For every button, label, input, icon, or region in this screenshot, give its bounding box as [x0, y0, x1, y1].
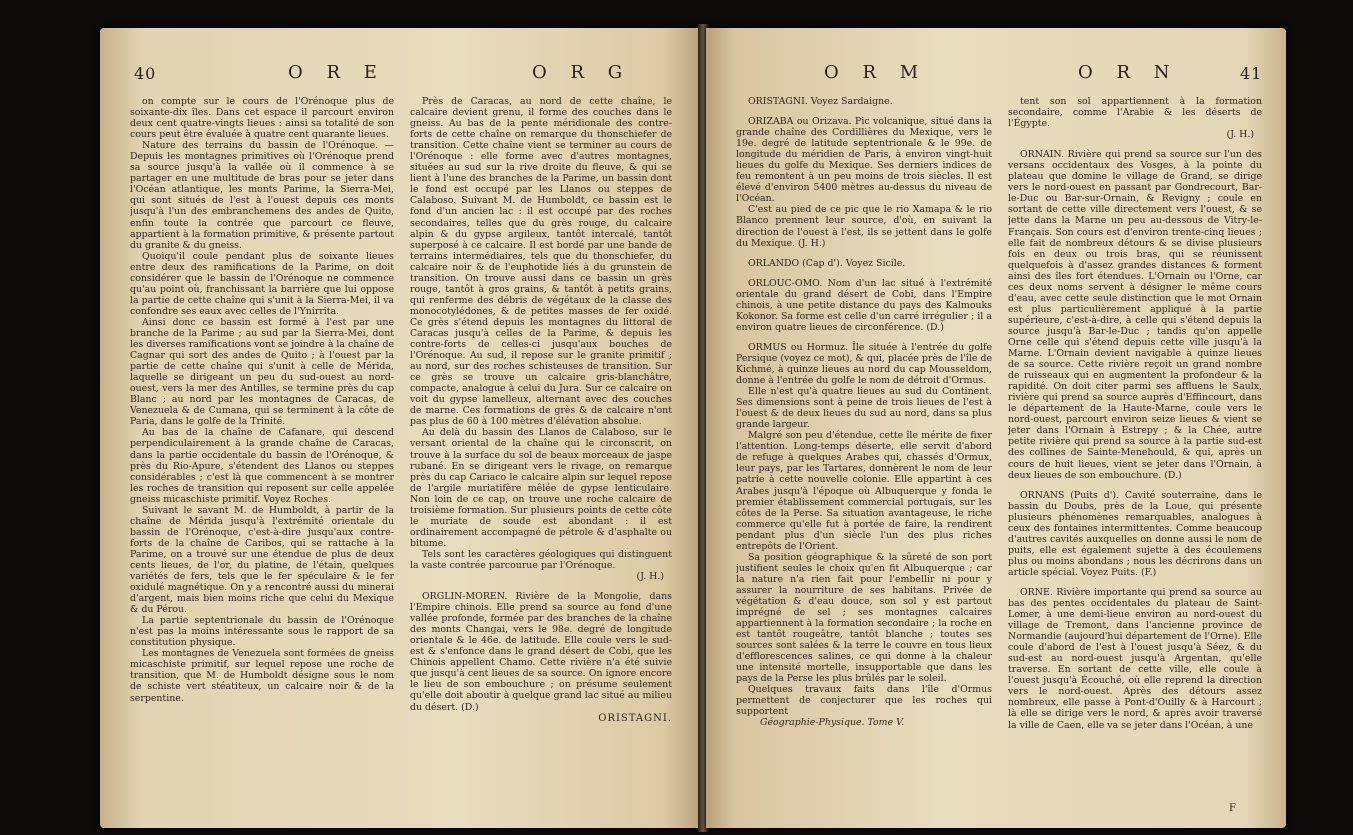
left-column-1	[130, 96, 394, 811]
paragraph: Malgré son peu d'étendue, cette île mérite de fixer l'attention. Long-temps déserte, elle servit d'abord de refuge à quelques Arabes qui, chassés d'Ormux, leur pays, par les Tartares, donnèrent le nom de leur patrie à cette nouvelle colonie. Elle appartint à ces Arabes jusqu'à l'époque où Albuquerque y fonda le premier établissement commercial portugais, sur les côtes de la Perse. Sa situation avantageuse, le riche commerce qu'elle fut à portée de faire, la rendirent pendant plus d'un siècle l'un des plus riches entrepôts de l'Orient.	[736, 430, 992, 552]
page-number-left: 40	[134, 64, 157, 83]
paragraph: ORIZABA ou Orizava. Pic volcanique, situé dans la grande chaîne des Cordillières du Mexique, vers le 19e. degré de latitude septentrionale & le 99e. de longitude du méridien de Paris, à environ vingt-huit lieues du golfe du Mexique. Ses derniers indices de feu remontent à un peu moins de trois siècles. Il est élevé d'environ 5400 mètres au-dessus du niveau de l'Océan.	[736, 116, 992, 205]
paragraph: ORNANS (Puits d'). Cavité souterraine, dans le bassin du Doubs, près de la Loue, qui présente plusieurs phénomènes remarquables, analogues à ceux des fontaines intermittentes. Comme beaucoup d'autres cavités auxquelles on donne aussi le nom de puits, elle est également sujette à des écoulemens plus ou moins abondans ; nous les décrirons dans un article spécial. Voyez Puits. (F.)	[1008, 489, 1262, 578]
paragraph: Nature des terrains du bassin de l'Orénoque. — Depuis les montagnes primitives où l'Orénoque prend sa source jusqu'à la vallée où il commence à se partager en une multitude de bras pour se jeter dans l'Océan atlantique, les monts Parime, la Sierra-Mei, qui sont situés de l'est à l'ouest depuis ces monts jusqu'à l'un des embranchemens des andes de Quito, enfin toute la contrée que parcourt ce fleuve, appartient à la formation primitive, & présente partout du granite & du gneiss.	[130, 140, 394, 251]
paragraph: Tels sont les caractères géologiques qui distinguent la vaste contrée parcourue par l'Orénoque.	[410, 548, 672, 571]
paragraph: Les montagnes de Venezuela sont formées de gneiss micaschiste primitif, sur lequel repose une roche de transition, que M. de Humboldt désigne sous le nom de schiste vert stéatiteux, un calcaire noir & de la serpentine.	[130, 648, 394, 704]
paragraph: ORLANDO (Cap d'). Voyez Sicile.	[748, 257, 906, 269]
paragraph: C'est au pied de ce pic que le rio Xamapa & le rio Blanco prennent leur source, d'où, en suivant la direction de l'ouest à l'est, ils se jettent dans le golfe du Mexique. (J. H.)	[736, 204, 992, 249]
paragraph: ORNAIN. Rivière qui prend sa source sur l'un des versans occidentaux des Vosges, à la pointe du plateau que domine le village de Grand, se dirige vers le nord-ouest en passant par Gondrecourt, Bar-le-Duc ou Bar-sur-Ornain, & Revigny ; coule en sortant de cette ville directement vers l'ouest, & se jette dans la Marne un peu au-dessous de Vitry-le-Français. Son cours est d'environ trente-cinq lieues ; elle fait de nombreux détours & se divise plusieurs fois en deux ou trois bras, qui se réunissent quelquefois à d'assez grandes distances & forment ainsi des îles fort étendues. L'Ornain ou l'Orne, car ces deux noms servent à désigner le même cours d'eau, avec cette seule distinction que le mot Ornain est plus particulièrement appliqué à la partie supérieure, c'est-à-dire, à celle qui s'étend depuis la source jusqu'à Bar-le-Duc ; tandis qu'on appelle Orne celle qui s'étend depuis cette ville jusqu'à la Marne. L'Ornain devient navigable à quinze lieues de sa source. Cette rivière reçoit un grand nombre de ruisseaux qui en augmentent la profondeur & la rapidité. On doit citer parmi ses affluens le Saulx, rivière qui prend sa source auprès d'Effincourt, dans le département de la Haute-Marne, coule vers le nord-ouest, parcourt environ seize lieues & vient se jeter dans l'Ornain à Estrepy ; & la Chée, autre petite rivière qui prend sa source à la partie sud-est des collines de Sainte-Menehould, & qui, après un cours de huit lieues, vient se jeter dans l'Ornain, à deux lieues de son embouchure. (D.)	[1008, 149, 1262, 481]
paragraph: Ainsi donc ce bassin est formé à l'est par une branche de la Parime ; au sud par la Sierra-Mei, dont les diverses ramifications vont se joindre à la chaîne de Cagnar qui sort des andes de Quito ; à l'ouest par la partie de cette chaîne qui s'unit à celle de Mérida, laquelle se dirigeant un peu du sud-ouest au nord-ouest, vers la mer des Antilles, se termine près du cap Blanc ; au nord par les montagnes de Caracas, de Venezuela & de Cumana, qui se terminent à la côte de Paria, dans le golfe de la Trinité.	[130, 316, 394, 428]
paragraph: Au bas de la chaîne de Cafanare, qui descend perpendiculairement à la grande chaîne de Caracas, dans la partie occidentale du bassin de l'Orénoque, & près du Rio-Apure, s'étendent des Llanos ou steppes considérables ; c'est là que commencent à se montrer les roches de transition qui reposent sur celle appelée gneiss micaschiste primitif. Voyez Roches.	[130, 427, 394, 505]
paragraph: Sa position géographique & la sûreté de son port justifient seules le choix qu'en fit Albuquerque ; car la nature n'a rien fait pour l'embellir ni pour y assurer la nourriture de ses habitans. Privée de végétation & d'eau douce, son sol y est partout imprégné de sel ; ses montagnes calcaires appartiennent à la formation secondaire ; la roche en est tantôt rougeâtre, tantôt blanche ; toutes ses sources sont salées & la terre le couvre en tous lieux d'efflorescences salines, ce qui donne à la chaleur une intensité mortelle, insupportable que dans les pays de la Perse les plus brûlés par le soleil.	[736, 551, 992, 685]
paragraph: ORISTAGNI. Voyez Sardaigne.	[748, 96, 893, 107]
paragraph: ORGLIN-MOREN. Rivière de la Mongolie, dans l'Empire chinois. Elle prend sa source au fond d'une vallée profonde, formée par des branches de la chaîne des monts Changai, vers le 98e. degré de longitude orientale & le 46e. de latitude. Elle coule vers le sud-est & s'enfonce dans le grand désert de Cobi, que les Chinois appellent Chamo. Cette rivière n'a été suivie que jusqu'à cent lieues de sa source. On ignore encore le lieu de son embouchure ; on présume seulement qu'elle doit aboutir à quelque grand lac situé au milieu du désert. (D.)	[410, 591, 672, 713]
paragraph: ORMUS ou Hormuz. Île située à l'entrée du golfe Persique (voyez ce mot), & qui, placée près de l'île de Kichmé, à quinze lieues au nord du cap Mousseldom, donne à l'entrée du golfe le nom de détroit d'Ormus.	[736, 341, 992, 387]
left-column-2	[410, 96, 672, 811]
paragraph: Au delà du bassin des Llanos de Calaboso, sur le versant oriental de la chaîne qui le circonscrit, on trouve à la surface du sol de beaux morceaux de jaspe rubané. En se dirigeant vers le rivage, on remarque près du cap Cariaco le calcaire alpin sur lequel repose de l'argile muriatifère mêlée de gypse lenticulaire. Non loin de ce cap, on trouve une roche calcaire de troisième formation. Sur plusieurs points de cette côte le muriate de soude est abondant : il est ordinairement accompagné de pétrole & d'asphalte ou bitume.	[410, 427, 672, 549]
right-column-2	[1008, 96, 1262, 811]
paragraph: on compte sur le cours de l'Orénoque plus de soixante-dix îles. Dans cet espace il parcourt environ deux cent quatre-vingts lieues : ainsi sa totalité de son cours peut être évaluée à quatre cent quarante lieues.	[130, 96, 394, 141]
right-column-1	[736, 96, 992, 811]
running-head-orn: O R N	[1078, 62, 1179, 83]
paragraph: (J. H.)	[1226, 129, 1254, 141]
page-number-right: 41	[1240, 64, 1263, 83]
paragraph: (J. H.)	[636, 571, 664, 583]
left-page	[100, 28, 700, 828]
running-head-org: O R G	[532, 62, 632, 83]
right-page	[706, 28, 1286, 828]
running-head-orm: O R M	[824, 62, 928, 83]
running-head-ore: O R E	[288, 62, 386, 83]
paragraph: La partie septentrionale du bassin de l'Orénoque n'est pas la moins intéressante sous le rapport de sa constitution physique.	[130, 615, 394, 649]
paragraph: Près de Caracas, au nord de cette chaîne, le calcaire devient grenu, il forme des couches dans le gneiss. Au bas de la pente méridionale des contre-forts de cette chaîne on remarque du thonschiefer de transition. Cette chaîne vient se terminer au cours de l'Orénoque : elle forme avec d'autres montagnes, situées au sud sur la rive droite du fleuve, & qui se lient à l'une des branches de la Parime, un bassin dont le fond est occupé par les Llanos ou steppes de Calaboso. Suivant M. de Humboldt, ce bassin est le fond d'un ancien lac : il est occupé par des roches secondaires, telles que du grès rouge, du calcaire alpin & du gypse argileux, tantôt intercalé, tantôt superposé à ce calcaire. Il est bordé par une bande de terrains intermédiaires, tels que du thonschiefer, du calcaire noir & de l'euphotide liés à du grunstein de transition. On trouve aussi dans ce bassin un grès rouge, tantôt à gros grains, & tantôt à petits grains, qui renferme des débris de végétaux de la classe des monocotylédones, & de petites masses de fer oxidé. Ce grès s'étend depuis les montagnes du littoral de Caracas jusqu'à celles de la Parime, & depuis les contre-forts de celles-ci jusqu'aux bouches de l'Orénoque. Au sud, il repose sur le granite primitif ; au nord, sur des roches schisteuses de transition. Sur ce grès se trouve un calcaire gris-blanchâtre, compacte, analogue à celui du Jura. Sur ce calcaire on voit du gypse lamelleux, alternant avec des couches de marne. Ces formations de grès & de calcaire n'ont pas plus de 60 à 100 mètres d'élévation absolue.	[410, 96, 672, 428]
paragraph: Quoiqu'il coule pendant plus de soixante lieues entre deux des ramifications de la Parime, on doit considérer que le bassin de l'Orénoque ne commence qu'au point où, franchissant la barrière que lui oppose la partie de cette chaîne qui s'unit à la Sierra-Mei, il va confondre ses eaux avec celles de l'Ynirrita.	[130, 250, 394, 317]
paragraph: Suivant le savant M. de Humboldt, à partir de la chaîne de Mérida jusqu'à l'extrémité orientale du bassin de l'Orénoque, c'est-à-dire jusqu'aux contre-forts de la chaîne de Caribos, qui se rattache à la Parime, on a trouvé sur une étendue de plus de deux cents lieues, de l'or, du platine, de l'étain, quelques variétés de fers, tels que le fer spéculaire & le fer oxidulé magnétique. On y a rencontré aussi du minerai d'argent, mais bien moins riche que celui du Mexique & du Pérou.	[130, 504, 394, 616]
paragraph: tent son sol appartiennent à la formation secondaire, comme l'Arabie & les déserts de l'Égypte.	[1008, 96, 1262, 130]
paragraph: ORLOUC-OMO. Nom d'un lac situé à l'extrémité orientale du grand désert de Cobi, dans l'Empire chinois, à une petite distance du pays des Kalmouks Kokonor. Sa forme est celle d'un carré irrégulier ; il a environ quatre lieues de circonférence. (D.)	[736, 277, 992, 333]
paragraph: Géographie-Physique. Tome V.	[760, 717, 905, 729]
paragraph: Quelques travaux faits dans l'île d'Ormus permettent de conjecturer que les roches qui supportent	[736, 684, 992, 718]
left-page-header	[100, 62, 700, 88]
right-page-header	[706, 62, 1286, 88]
paragraph: ORISTAGNI.	[598, 712, 672, 724]
paragraph: Elle n'est qu'à quatre lieues au sud du Continent. Ses dimensions sont à peine de trois lieues de l'est à l'ouest & de deux lieues du sud au nord, dans sa plus grande largeur.	[736, 386, 992, 431]
signature-mark: F	[1229, 803, 1236, 814]
paragraph: ORNE. Rivière importante qui prend sa source au bas des pentes occidentales du plateau de Saint-Lomer, à une demi-lieue environ au nord-ouest du village de Tremont, dans l'ancienne province de Normandie (aujourd'hui département de l'Orne). Elle coule d'abord de l'est à l'ouest jusqu'à Séez, & du sud-est au nord-ouest jusqu'à Argentan, qu'elle traverse. En sortant de cette ville, elle coule à l'ouest jusqu'à Écouché, où elle reprend la direction vers le nord-ouest. Après des détours assez nombreux, elle passe à Pont-d'Ouilly & à Harcourt ; là elle se dirige vers le nord, & après avoir traversé la ville de Caen, elle va se jeter dans l'Océan, à une	[1008, 586, 1262, 731]
